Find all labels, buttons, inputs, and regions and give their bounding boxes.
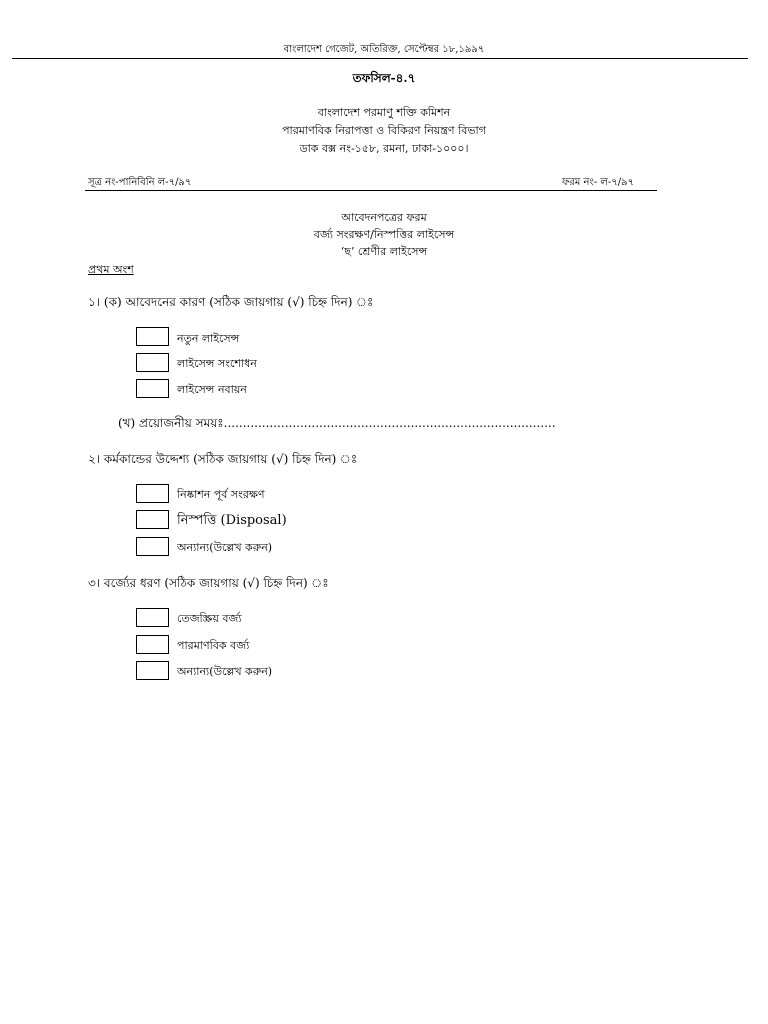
q3-option-radioactive-waste: তেজস্ক্রিয় বর্জ্য [177, 612, 242, 625]
gazette-header-line: বাংলাদেশ গেজেট, অতিরিক্ত, সেপ্টেম্বর ১৮,১৯৯৭ [283, 44, 485, 55]
reference-number: সূত্র নং-পানিবিনি ল-৭/৯৭ [88, 177, 192, 188]
q3-checkbox-nuclear-waste[interactable] [136, 635, 169, 654]
question-3-label: ৩। বর্জ্যের ধরণ (সঠিক জায়গায় (√) চিহ্ন দিন) ঃ [88, 576, 329, 590]
reference-divider [85, 190, 657, 191]
form-title-line-3: ‘ছ’ শ্রেণীর লাইসেন্স [340, 245, 428, 258]
q2-checkbox-pre-disposal-storage[interactable] [136, 484, 169, 503]
q2-option-pre-disposal-storage: নিষ্কাশন পূর্ব সংরক্ষণ [177, 488, 265, 501]
q1-checkbox-license-renewal[interactable] [136, 379, 169, 398]
organization-name: বাংলাদেশ পরমাণু শক্তি কমিশন [317, 106, 451, 119]
form-title-line-1: আবেদনপত্রের ফরম [341, 211, 427, 224]
q3-checkbox-other[interactable] [136, 661, 169, 680]
q1-checkbox-license-amendment[interactable] [136, 353, 169, 372]
header-divider [12, 58, 748, 59]
q3-option-other: অন্যান্য(উল্লেখ করুন) [177, 665, 273, 678]
q1-required-time-field[interactable]: (খ) প্রয়োজনীয় সময়ঃ....................................................................................... [118, 416, 556, 430]
question-1-label: ১। (ক) আবেদনের কারণ (সঠিক জায়গায় (√) চিহ্ন দিন) ঃ [88, 295, 374, 309]
q3-checkbox-radioactive-waste[interactable] [136, 608, 169, 627]
q3-option-nuclear-waste: পারমাণবিক বর্জ্য [177, 639, 250, 652]
q2-option-disposal: নিস্পত্তি (Disposal) [177, 513, 287, 528]
form-number: ফরম নং- ল-৭/৯৭ [562, 177, 635, 188]
q2-option-other: অন্যান্য(উল্লেখ করুন) [177, 541, 273, 554]
q1-option-new-license: নতুন লাইসেন্স [177, 332, 240, 345]
q1-option-license-amendment: লাইসেন্স সংশোধন [177, 357, 257, 370]
form-title-line-2: বর্জ্য সংরক্ষণ/নিস্পত্তির লাইসেন্স [313, 228, 455, 241]
schedule-title: তফসিল-৪.৭ [352, 71, 416, 85]
part-one-heading: প্রথম অংশ [88, 263, 134, 276]
q2-checkbox-disposal[interactable] [136, 510, 169, 529]
postal-address: ডাক বক্স নং-১৫৮, রমনা, ঢাকা-১০০০। [299, 142, 469, 155]
question-2-label: ২। কর্মকান্ডের উদ্দেশ্য (সঠিক জায়গায় (√) চিহ্ন দিন) ঃ [88, 452, 358, 466]
q1-checkbox-new-license[interactable] [136, 327, 169, 346]
q1-option-license-renewal: লাইসেন্স নবায়ন [177, 383, 247, 396]
department-name: পারমাণবিক নিরাপত্তা ও বিকিরণ নিয়ন্ত্রণ বিভাগ [282, 124, 486, 137]
q2-checkbox-other[interactable] [136, 537, 169, 556]
